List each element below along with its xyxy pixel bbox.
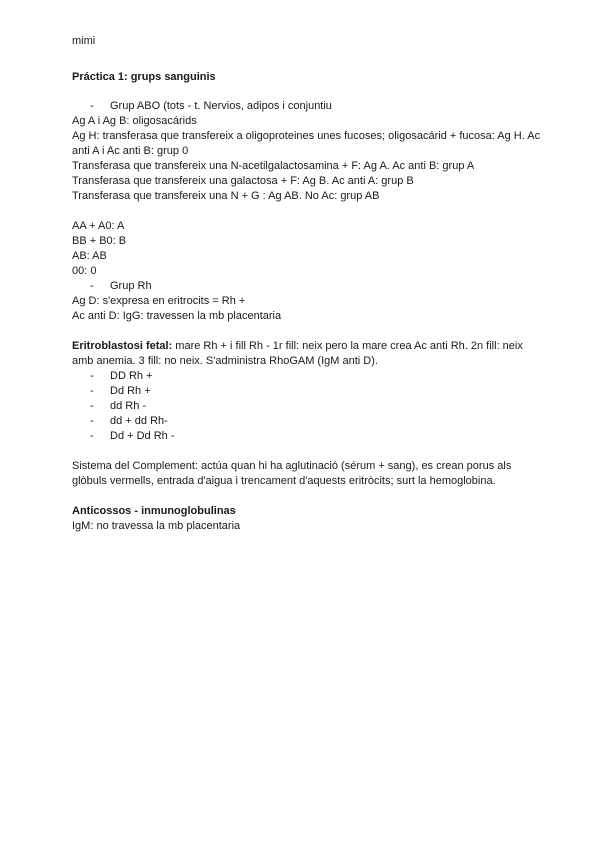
bullet-grup-rh — [72, 279, 542, 294]
eritroblastosi-label: Eritroblastosi fetal: — [72, 340, 173, 352]
rh-line: Ac anti D: IgG: travessen la mb placentaria — [72, 310, 282, 322]
anticossos-line: IgM: no travessa la mb placentaria — [72, 520, 241, 532]
document-page — [72, 34, 542, 534]
genotype-bullet: - Dd Rh + — [90, 385, 151, 397]
bullet-text: Grup ABO (tots - t. Nervios, adipos i conjuntiu — [110, 100, 332, 112]
abo-line: Transferasa que transfereix una N-acetilgalactosamina + F: Ag A. Ac anti B: grup A — [72, 160, 475, 172]
genotype-line: BB + B0: B — [72, 235, 127, 247]
section-title-practica: Práctica 1: grups sanguinis — [72, 71, 216, 83]
genotype-bullet: - dd Rh - — [90, 400, 147, 412]
bullet-text: Dd + Dd Rh - — [110, 430, 175, 442]
bullet-grup-abo — [72, 99, 542, 114]
bullet-dash: - — [90, 100, 94, 112]
abo-line: Ag H: transferasa que transfereix a oligoproteines unes fucoses; oligosacárid + fucosa: Ag H. Ac anti A i Ac anti B: grup 0 — [72, 130, 541, 157]
bullet-dash: - — [90, 280, 94, 292]
genotype-bullet: - Dd + Dd Rh - — [90, 430, 175, 442]
bullet-text: Dd Rh + — [110, 385, 151, 397]
eritroblastosi-paragraph — [72, 339, 542, 369]
genotype-bullet: - DD Rh + — [90, 370, 153, 382]
eritroblastosi-text: mare Rh + i fill Rh - 1r fill: neix pero la mare crea Ac anti Rh. 2n fill: neix amb anemia. 3 fill: no neix. S'administra RhoGAM (IgM anti D). — [72, 340, 523, 367]
abo-line: Transferasa que transfereix una N + G : Ag AB. No Ac: grup AB — [72, 190, 380, 202]
bullet-text: DD Rh + — [110, 370, 153, 382]
rh-line: Ag D: s'expresa en eritrocits = Rh + — [72, 295, 246, 307]
bullet-text: dd + dd Rh- — [110, 415, 168, 427]
genotype-line: AA + A0: A — [72, 220, 125, 232]
genotype-bullet: - dd + dd Rh- — [90, 415, 168, 427]
genotype-line: 00: 0 — [72, 265, 97, 277]
section-title-anticossos: Anticossos - inmunoglobulinas — [72, 505, 236, 517]
document-header: mimi — [72, 35, 96, 47]
abo-line: Transferasa que transfereix una galactosa + F: Ag B. Ac anti A: grup B — [72, 175, 414, 187]
complement-paragraph: Sistema del Complement: actúa quan hi ha aglutinació (sérum + sang), es crean porus als glòbuls vermells, entrada d'aigua i trencament d'aquests eritròcits; surt la hemoglobina. — [72, 460, 512, 487]
bullet-text: dd Rh - — [110, 400, 147, 412]
genotype-line: AB: AB — [72, 250, 107, 262]
bullet-text: Grup Rh — [110, 280, 152, 292]
abo-line: Ag A i Ag B: oligosacárids — [72, 115, 197, 127]
